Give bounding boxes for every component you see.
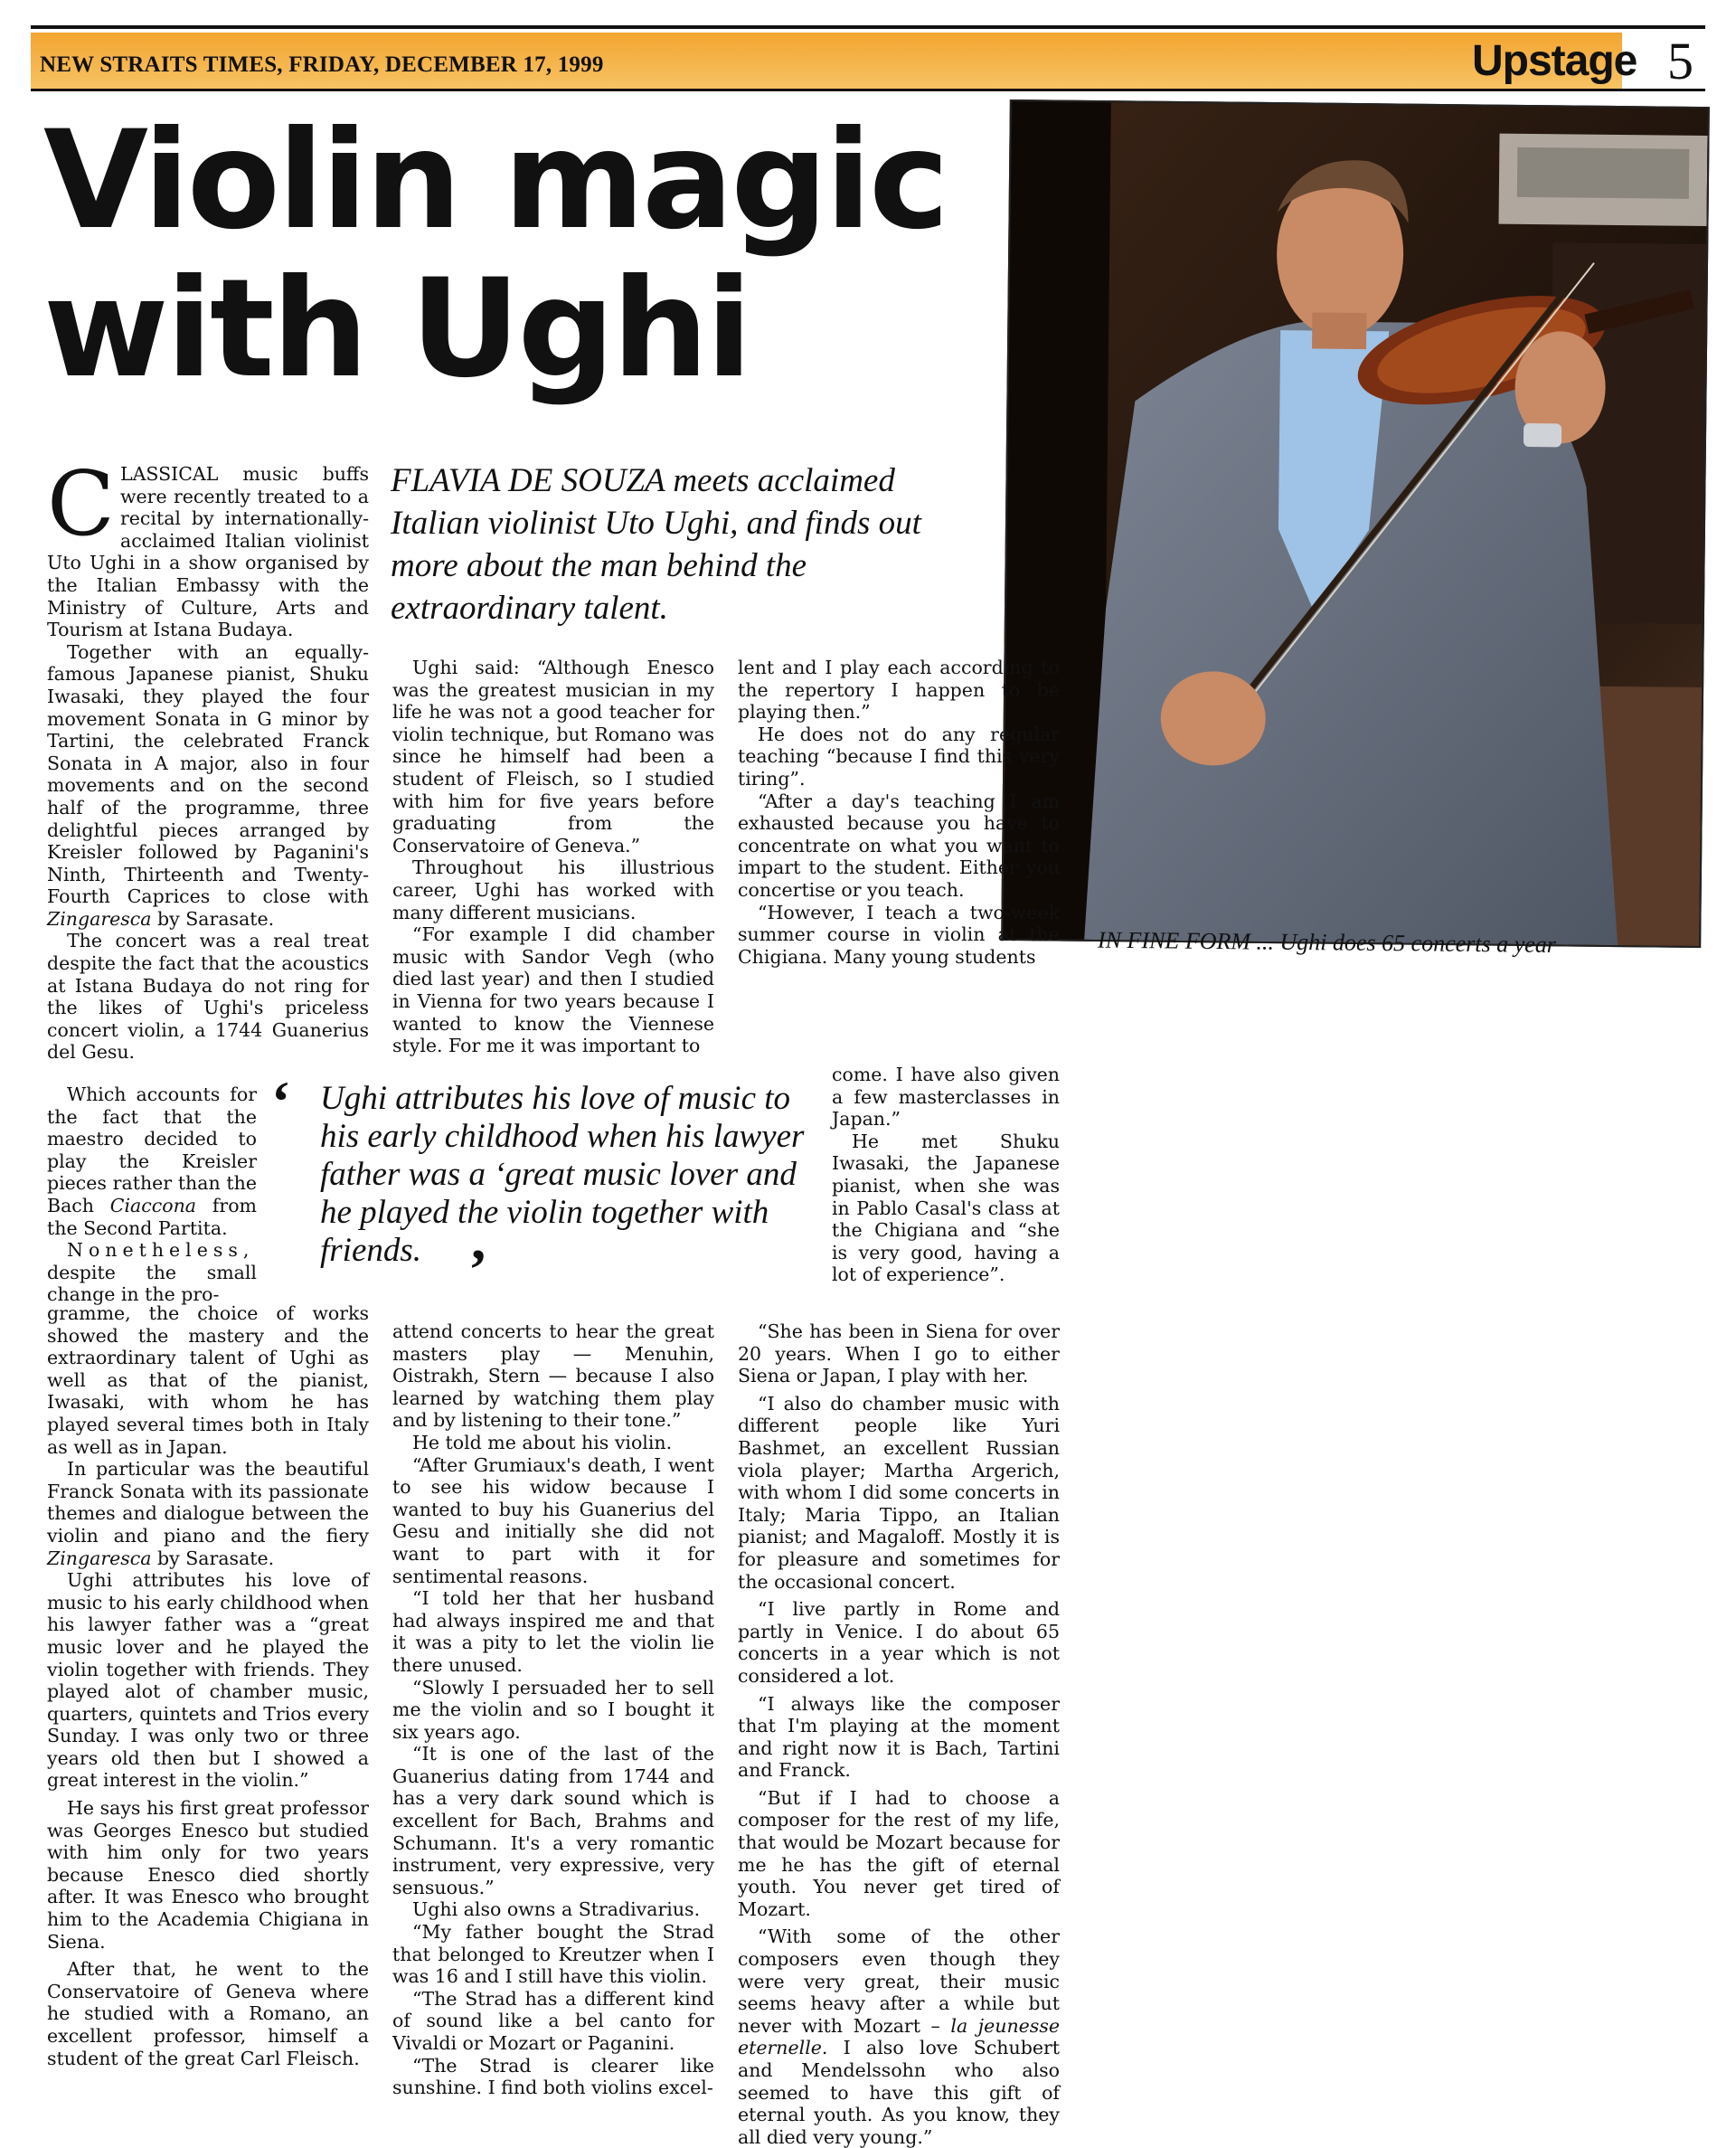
spaced-word: Nonetheless, [67,1239,255,1262]
paragraph: Which accounts for the fact that the maestro decided to play the Kreisler pieces rather than the Bach [47,1083,257,1216]
violinist-illustration [1003,101,1708,946]
photo-caption: IN FINE FORM ... Ughi does 65 concerts a year [1097,926,1557,958]
article-column-3-middle [832,1064,1060,1286]
paragraph: attend concerts to hear the great masters play — Menuhin, Oistrakh, Stern — because I also learned by watching them play and by listening to their tone.” [392,1320,714,1432]
paragraph: “I also do chamber music with different people like Yuri Bashmet, an excellent Russian viola player; Martha Argerich, with whom I did some concerts in Italy; Maria Tippo, an Italian pianist; and Magaloff. Mostly it is for pleasure and sometimes for the occasional concert. [738,1392,1060,1593]
paragraph: “My father bought the Strad that belonged to Kreutzer when I was 16 and I still have this violin. [392,1921,714,1988]
paragraph: “I live partly in Rome and partly in Venice. I do about 65 concerts in a year which is not considered a lot. [738,1598,1060,1687]
paragraph: Together with an equally-famous Japanese pianist, Shuku Iwasaki, they played the four movement Sonata in G minor by Tartini, the celebrated Franck Sonata in A major, also in four movements and on the second half of the programme, three delightful pieces arranged by Kreisler followed by Paganini's Ninth, Thirteenth and Twenty-Fourth Caprices to close with [47,640,369,908]
headline [43,102,1002,408]
paragraph: Throughout his illustrious career, Ughi has worked with many different musicians. [392,856,714,923]
italic-title: Zingaresca [47,1547,152,1569]
paragraph: Ughi also owns a Stradivarius. [412,1898,701,1921]
paragraph: “But if I had to choose a composer for the rest of my life, that would be Mozart because for me he has the gift of eternal youth. You never get tired of Mozart. [738,1786,1060,1920]
paragraph: The concert was a real treat despite the fact that the acoustics at Istana Budaya do not ring for the likes of Ughi's priceless concert violin, a 1744 Guanerius del Gesu. [47,930,369,1064]
paragraph: “I always like the composer that I'm playing at the moment and right now it is Bach, Tartini and Franck. [738,1692,1060,1782]
paragraph: Ughi attributes his love of music to his early childhood when his lawyer father was a “great music lover and he played the violin together with friends. They played alot of chamber music, quarters, quintets and Trios every Sunday. I was only two or three years old then but I showed a great interest in the violin.” [47,1569,369,1792]
standfirst: FLAVIA DE SOUZA meets acclaimed Italian violinist Uto Ughi, and finds out more about the man behind the extraordinary talent. [391,462,921,627]
headline-line-1: Violin magic [43,102,947,260]
paragraph: He told me about his violin. [412,1431,673,1453]
article-column-2-bottom [392,1320,714,2099]
paragraph: In particular was the beautiful Franck Sonata with its passionate themes and dialogue between the violin and piano and the fiery [47,1458,369,1547]
paragraph: “I told her that her husband had always inspired me and that it was a pity to let the violin lie there unused. [392,1587,714,1676]
paragraph: come. I have also given a few masterclasses in Japan.” [832,1064,1060,1131]
headline-line-2: with Ughi [43,251,750,408]
pull-quote [277,1080,823,1270]
paragraph: “With some of the other composers even though they were very great, their music seems heavy after a while but never with Mozart – [738,1926,1060,2037]
paragraph: “It is one of the last of the Guanerius dating from 1744 and has a very dark sound which is excellent for Bach, Brahms and Schumann. It's a very romantic instrument, very expressive, very sensuous.” [392,1743,714,1898]
article-column-1-middle [47,1083,257,1306]
article-column-1-top [47,453,369,1064]
paragraph: “After Grumiaux's death, I went to see his widow because I wanted to buy his Guanerius del Gesu and initially she did not want to part with it for sentimental reasons. [392,1453,714,1587]
section-name: Upstage [1472,37,1637,85]
paragraph: He does not do any regular teaching “because I find this very tiring”. [738,723,1060,790]
paragraph: “Slowly I persuaded her to sell me the violin and so I bought it six years ago. [392,1676,714,1743]
paragraph: After that, he went to the Conservatoire of Geneva where he studied with a Romano, an excellent professor, himself a student of the great Carl Fleisch. [47,1958,369,2069]
page-number: 5 [1667,32,1694,90]
italic-title: Ciaccona [109,1194,196,1216]
paragraph: “For example I did chamber music with Sandor Vegh (who died last year) and then I studied in Vienna for two years because I wanted to know the Viennese style. For me it was important to [392,923,714,1057]
paragraph: Ughi said: “Although Enesco was the greatest musician in my life he was not a good teacher for violin technique, but Romano was since he himself had been a student of Fleisch, so I studied with him for five years before graduating from the Conservatoire of Geneva.” [392,657,714,856]
paragraph: lent and I play each according to the repertory I happen to be playing then.” [738,657,1060,724]
paragraph: He says his first great professor was Georges Enesco but studied with him only for two years because Enesco died shortly after. It was Enesco who brought him to the Academia Chigiana in Siena. [47,1797,369,1953]
header-bottom-rule [31,89,1705,91]
dateline: NEW STRAITS TIMES, FRIDAY, DECEMBER 17, 1999 [40,52,604,77]
article-column-2-top [392,657,714,1057]
paragraph: “However, I teach a two-week summer course in violin at the Chigiana. Many young students [738,901,1060,968]
pull-quote-text: Ughi attributes his love of music to his early childhood when his lawyer father was a ‘great music lover and he played the violin together with friends. [320,1080,805,1269]
paragraph: “The Strad is clearer like sunshine. I find both violins excel- [392,2054,714,2099]
drop-cap: C [47,453,115,556]
paragraph: “She has been in Siena for over 20 years. When I go to either Siena or Japan, I play with her. [738,1320,1060,1387]
paragraph: LASSICAL music buffs were recently treated to a recital by internationally-acclaimed Italian violinist Uto Ughi in a show organised by the Italian Embassy with the Ministry of Culture, Arts and Tourism at Istana Budaya. [47,463,369,641]
paragraph: He met Shuku Iwasaki, the Japanese pianist, when she was in Pablo Casal's class at the Chigiana and “she is very good, having a lot of experience”. [832,1130,1060,1286]
open-quote-mark: ‘ [271,1069,291,1133]
paragraph: “The Strad has a different kind of sound like a bel canto for Vivaldi or Mozart or Paganini. [392,1987,714,2054]
article-column-3-top [738,657,1060,968]
paragraph: by Sarasate. [157,907,275,930]
article-column-3-bottom [738,1320,1060,2148]
header-top-rule [31,25,1705,29]
paragraph: gramme, the choice of works showed the mastery and the extraordinary talent of Ughi as well as that of the pianist, Iwasaki, with whom he has played several times both in Italy as well as in Japan. [47,1302,369,1458]
paragraph: I also love Schubert and Mendelssohn who also seemed to have this gift of eternal youth. As you know, they all died very young.” [738,2037,1060,2148]
violinist-photo [1001,99,1710,948]
paragraph: from the Second Partita. [47,1194,257,1239]
close-quote-mark: ’ [468,1237,488,1301]
paragraph: “After a day's teaching I am exhausted because you have to concentrate on what you want to impart to the student. Either you concertise or you teach. [738,790,1060,901]
paragraph: despite the small change in the pro- [47,1261,257,1306]
italic-title: Zingaresca [47,907,152,930]
article-column-1-bottom [47,1302,369,2069]
italic-phrase: la jeunesse eternelle. [738,2014,1060,2059]
paragraph: by Sarasate. [157,1547,275,1569]
